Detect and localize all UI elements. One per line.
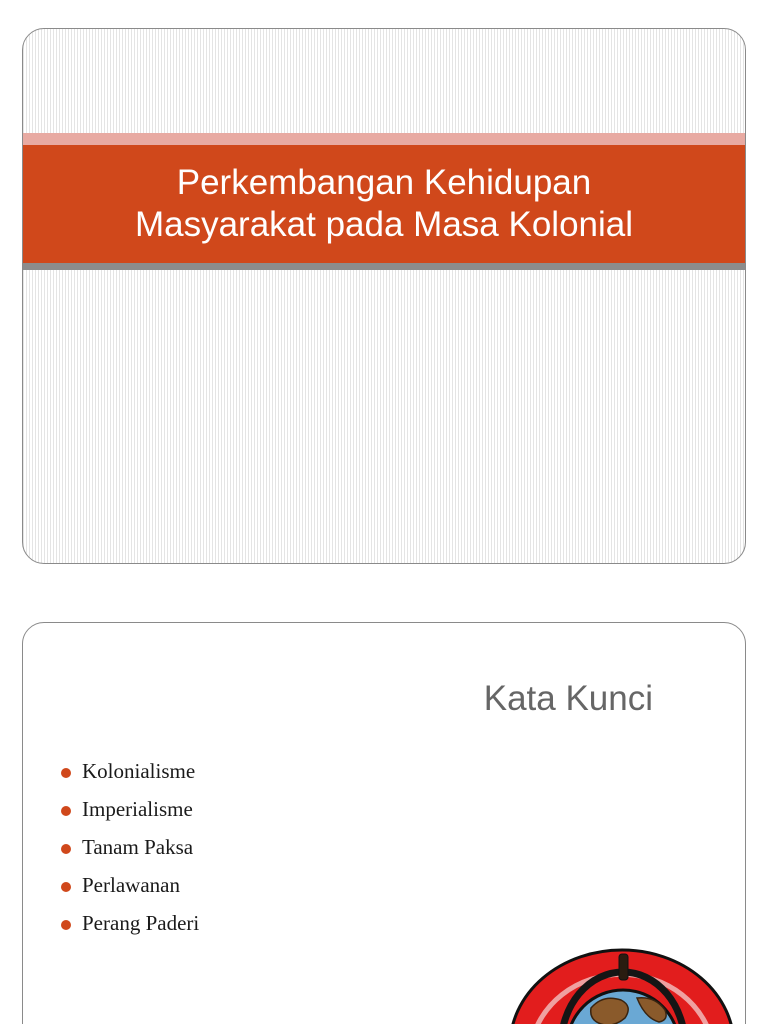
- slide-title-line-1: Perkembangan Kehidupan: [176, 163, 592, 202]
- keywords-slide: [22, 622, 746, 1024]
- keyword-text: Perlawanan: [82, 873, 180, 897]
- divider-strip: [23, 263, 745, 270]
- globe-continent: [591, 998, 628, 1024]
- accent-strip: [23, 133, 745, 145]
- globe-axis-pin: [619, 954, 628, 980]
- keyword-item: [61, 759, 199, 784]
- bullet-icon: [61, 882, 71, 892]
- slide-title-line-2: Masyarakat pada Masa Kolonial: [134, 205, 634, 244]
- slide-title: [64, 162, 704, 246]
- title-band: [23, 145, 745, 263]
- keyword-item: [61, 835, 199, 860]
- keyword-text: Kolonialisme: [82, 759, 196, 783]
- bullet-icon: [61, 768, 71, 778]
- keyword-text: Perang Paderi: [82, 911, 200, 935]
- keyword-item: [61, 797, 199, 822]
- bullet-icon: [61, 920, 71, 930]
- keyword-text: Imperialisme: [82, 797, 193, 821]
- bullet-icon: [61, 844, 71, 854]
- title-slide: [22, 28, 746, 564]
- bullet-icon: [61, 806, 71, 816]
- keyword-list: [61, 759, 199, 949]
- slide-heading: Kata Kunci: [483, 679, 653, 718]
- keyword-item: [61, 911, 199, 936]
- keyword-text: Tanam Paksa: [82, 835, 194, 859]
- keyword-item: [61, 873, 199, 898]
- globe-icon: [499, 936, 746, 1024]
